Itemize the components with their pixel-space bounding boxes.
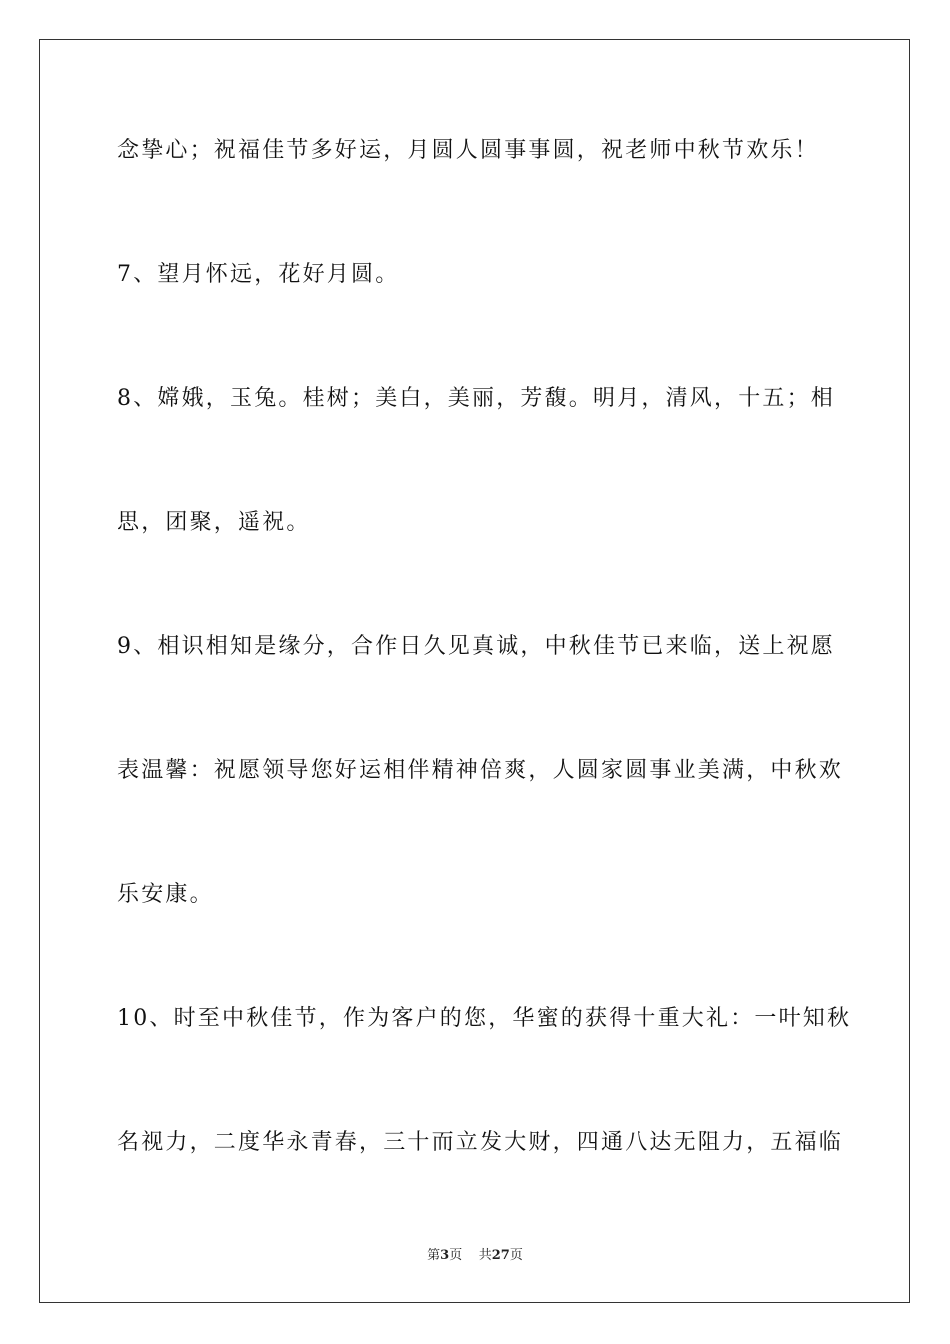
footer-page-number: 3 [440,1248,450,1263]
text-line: 乐安康。 [117,882,214,907]
text-line: 7、望月怀远，花好月圆。 [117,262,400,287]
footer-total-prefix: 共 [478,1248,492,1263]
text-line: 表温馨：祝愿领导您好运相伴精神倍爽，人圆家圆事业美满，中秋欢 [117,758,844,783]
footer-page-suffix: 页 [449,1248,463,1263]
footer-total-pages: 27 [491,1248,510,1263]
page-footer [0,1247,950,1265]
page-border [39,39,910,1303]
text-line: 8、嫦娥，玉兔。桂树；美白，美丽，芳馥。明月，清风，十五；相 [117,386,835,411]
footer-page-prefix: 第 [427,1248,441,1263]
text-line: 10、时至中秋佳节，作为客户的您，华蜜的获得十重大礼：一叶知秋 [117,1006,852,1031]
text-line: 名视力，二度华永青春，三十而立发大财，四通八达无阻力，五福临 [117,1130,844,1155]
text-line: 念挚心；祝福佳节多好运，月圆人圆事事圆，祝老师中秋节欢乐！ [117,138,819,163]
footer-total-suffix: 页 [509,1248,523,1263]
text-line: 9、相识相知是缘分，合作日久见真诚，中秋佳节已来临，送上祝愿 [117,634,835,659]
text-line: 思，团聚，遥祝。 [117,510,311,535]
